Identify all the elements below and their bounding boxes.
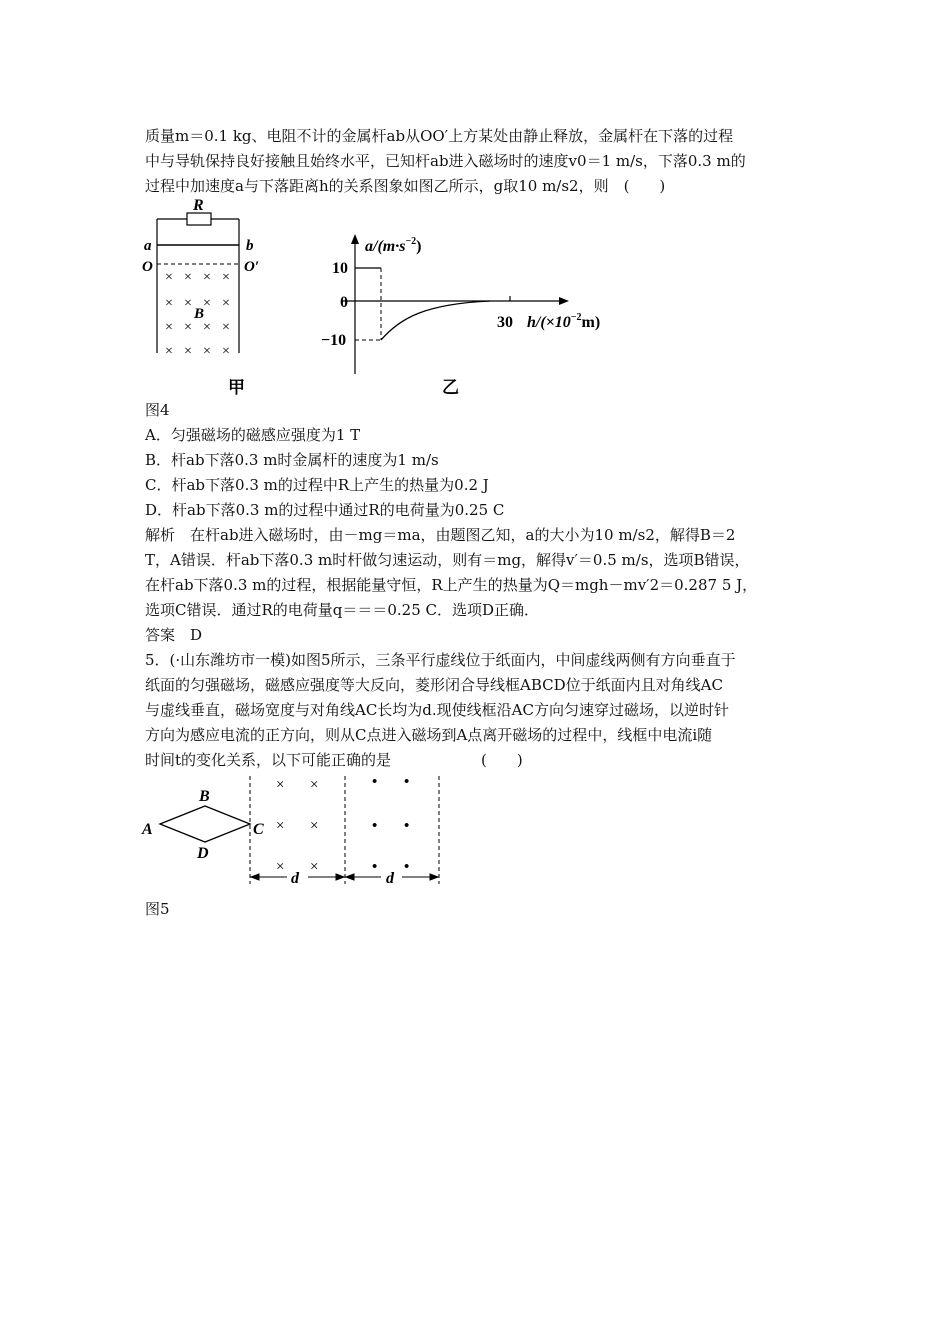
svg-text:×: ×: [184, 270, 192, 285]
svg-text:×: ×: [203, 270, 211, 285]
x-axis-arrow: [559, 297, 569, 305]
field-dots: [372, 774, 409, 875]
svg-text:×: ×: [276, 859, 285, 875]
label-d: D: [197, 845, 209, 862]
option-a: A．匀强磁场的磁感应强度为1 T: [145, 426, 361, 444]
svg-text:×: ×: [310, 859, 319, 875]
label-b: b: [246, 238, 254, 254]
svg-text:•: •: [404, 859, 410, 875]
figure4-caption: 图4: [145, 401, 170, 419]
curve-decay: [381, 301, 490, 340]
problem5-stem-line-2: 纸面的匀强磁场，磁感应强度等大反向，菱形闭合导线框ABCD位于纸面内且对角线AC: [145, 676, 723, 694]
label-o: O: [142, 259, 153, 275]
option-c: C．杆ab下落0.3 m的过程中R上产生的热量为0.2 J: [145, 476, 489, 494]
svg-text:×: ×: [222, 270, 230, 285]
label-d-right: d: [386, 870, 394, 887]
figure-yi-graph: [315, 228, 635, 400]
analysis-line-1: 解析 在杆ab进入磁场时，由－mg＝ma，由题图乙知，a的大小为10 m/s2，解得B＝2: [145, 526, 736, 544]
figure-jia-circuit: [140, 195, 280, 400]
problem5-stem-line-4: 方向为感应电流的正方向，则从C点进入磁场到A点离开磁场的过程中，线框中电流i随: [145, 726, 713, 744]
problem5-stem-line-5: 时间t的变化关系，以下可能正确的是 ( ): [145, 751, 523, 769]
svg-text:×: ×: [203, 320, 211, 335]
analysis-line-4: 选项C错误．通过R的电荷量q＝＝＝0.25 C．选项D正确．: [145, 601, 540, 619]
label-a: A: [142, 821, 153, 838]
y-tick-0: 0: [340, 294, 348, 311]
problem4-stem-line-3: 过程中加速度a与下落距离h的关系图象如图乙所示，g取10 m/s2，则 ( ): [145, 177, 666, 195]
svg-text:×: ×: [276, 818, 285, 834]
svg-text:•: •: [372, 859, 378, 875]
svg-text:×: ×: [184, 296, 192, 311]
svg-text:×: ×: [203, 344, 211, 359]
y-axis-label: $a/(m\cdot s^{-2})$: [365, 236, 422, 255]
caption-jia: 甲: [228, 378, 245, 397]
svg-text:×: ×: [222, 344, 230, 359]
problem4-stem-line-1: 质量m＝0.1 kg、电阻不计的金属杆ab从OO′上方某处由静止释放，金属杆在下落的过程: [145, 127, 734, 145]
field-crosses: [276, 777, 318, 875]
y-tick-10: 10: [332, 260, 348, 277]
label-b: B: [199, 788, 210, 805]
label-a: a: [144, 238, 152, 254]
x-tick-30: 30: [497, 314, 513, 331]
svg-text:×: ×: [203, 296, 211, 311]
svg-text:×: ×: [165, 344, 173, 359]
svg-text:×: ×: [165, 270, 173, 285]
resistor-r: [187, 213, 211, 225]
svg-text:×: ×: [310, 777, 319, 793]
problem5-stem-line-3: 与虚线垂直，磁场宽度与对角线AC长均为d.现使线框沿AC方向匀速穿过磁场，以逆时针: [145, 701, 729, 719]
svg-text:×: ×: [222, 320, 230, 335]
analysis-line-3: 在杆ab下落0.3 m的过程，根据能量守恒，R上产生的热量为Q＝mgh－mv′2＝0.287 5 J，: [145, 576, 758, 594]
label-c: C: [253, 821, 264, 838]
y-axis-arrow: [351, 234, 359, 244]
svg-text:×: ×: [184, 344, 192, 359]
option-d: D．杆ab下落0.3 m的过程中通过R的电荷量为0.25 C: [145, 501, 505, 519]
option-b: B．杆ab下落0.3 m时金属杆的速度为1 m/s: [145, 451, 439, 469]
label-b-field: B: [194, 306, 205, 322]
label-r: R: [193, 197, 204, 214]
answer: 答案 D: [145, 626, 203, 644]
svg-text:×: ×: [276, 777, 285, 793]
svg-text:•: •: [404, 818, 410, 834]
figure5-caption: 图5: [145, 900, 170, 918]
figure-5-rhombus-field: [138, 772, 448, 892]
svg-text:×: ×: [184, 320, 192, 335]
svg-text:×: ×: [165, 296, 173, 311]
label-d-left: d: [291, 870, 299, 887]
x-axis-label: $h/(\times 10^{-2}m)$: [527, 312, 601, 331]
svg-text:•: •: [404, 774, 410, 790]
caption-yi: 乙: [442, 378, 459, 397]
y-tick-neg10: −10: [321, 332, 347, 349]
svg-text:×: ×: [222, 296, 230, 311]
problem5-stem-line-1: 5．(·山东潍坊市一模)如图5所示，三条平行虚线位于纸面内，中间虚线两侧有方向垂直于: [145, 651, 736, 669]
rhombus-abcd: [160, 806, 250, 842]
analysis-line-2: T，A错误．杆ab下落0.3 m时杆做匀速运动，则有＝mg，解得v′＝0.5 m/s，选项B错误，: [145, 551, 750, 569]
svg-text:•: •: [372, 774, 378, 790]
svg-text:×: ×: [310, 818, 319, 834]
label-o-prime: O′: [244, 259, 260, 275]
svg-text:×: ×: [165, 320, 173, 335]
svg-text:•: •: [372, 818, 378, 834]
problem4-stem-line-2: 中与导轨保持良好接触且始终水平，已知杆ab进入磁场时的速度v0＝1 m/s，下落0.3 m的: [145, 152, 746, 170]
